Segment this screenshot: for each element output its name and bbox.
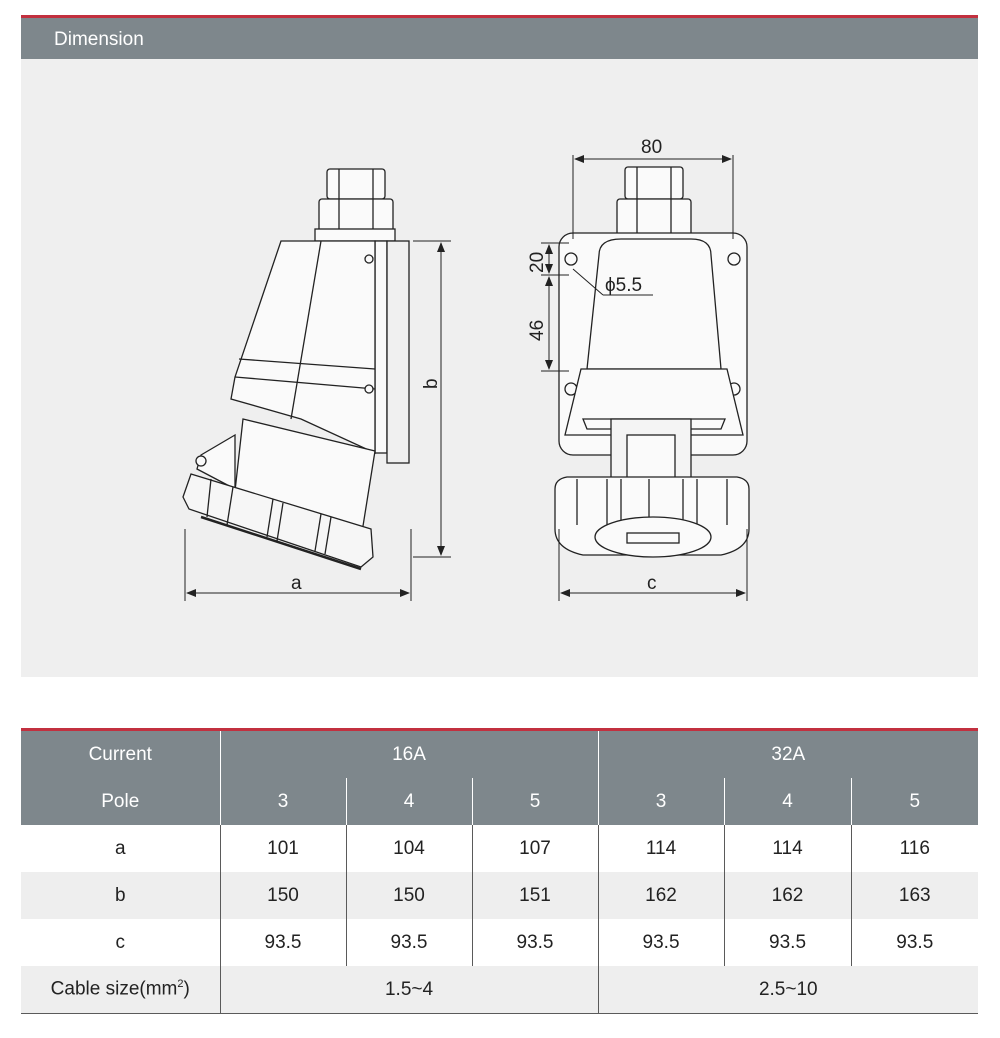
table-cell: 93.5 [598, 919, 724, 966]
dimension-table [21, 728, 978, 1014]
pole-cell: 5 [851, 778, 978, 825]
current-row [21, 730, 978, 779]
pole-cell: 4 [724, 778, 851, 825]
table-cell: 101 [220, 825, 346, 872]
side-gland-top [327, 169, 385, 199]
table-cell: 107 [472, 825, 598, 872]
pole-cell: 5 [472, 778, 598, 825]
dim-label-46: 46 [527, 319, 548, 341]
table-cell: 116 [851, 825, 978, 872]
table-cell: 150 [346, 872, 472, 919]
table-cell: 151 [472, 872, 598, 919]
dim-label-c: c [647, 573, 657, 594]
section-header [21, 15, 978, 59]
table-cell: 104 [346, 825, 472, 872]
dim-label-80: 80 [641, 137, 663, 158]
pole-cell: 3 [598, 778, 724, 825]
current-32a: 32A [598, 730, 978, 779]
pole-row [21, 778, 978, 825]
cable-size-16a: 1.5~4 [220, 966, 598, 1014]
pole-label: Pole [21, 778, 220, 825]
cable-size-label: Cable $size(mm^2)$ [21, 966, 220, 1014]
front-body [587, 239, 721, 369]
side-mount-plate [375, 241, 387, 453]
table-row [21, 872, 978, 919]
table-cell: 114 [598, 825, 724, 872]
table-row [21, 919, 978, 966]
front-hole-tl [565, 253, 577, 265]
table-cell: 93.5 [724, 919, 851, 966]
table-cell: 150 [220, 872, 346, 919]
table-cell: 162 [598, 872, 724, 919]
dim-label-20: 20 [527, 251, 548, 273]
dim-label-b: b [421, 378, 442, 389]
pole-cell: 4 [346, 778, 472, 825]
row-label: c [21, 919, 220, 966]
table-cell: 163 [851, 872, 978, 919]
section-title: Dimension [54, 29, 144, 50]
current-16a: 16A [220, 730, 598, 779]
table-cell: 162 [724, 872, 851, 919]
dimension-drawing [21, 59, 978, 677]
table-cell: 93.5 [220, 919, 346, 966]
pole-cell: 3 [220, 778, 346, 825]
side-view [183, 169, 409, 569]
row-label: a [21, 825, 220, 872]
front-hole-tr [728, 253, 740, 265]
dim-label-hole: ϕ5.5 [605, 275, 643, 296]
dim-label-a: a [291, 573, 302, 594]
cable-size-32a: 2.5~10 [598, 966, 978, 1014]
current-label: Current [21, 730, 220, 779]
table-cell: 114 [724, 825, 851, 872]
table-cell: 93.5 [346, 919, 472, 966]
front-view [555, 167, 749, 557]
table-cell: 93.5 [851, 919, 978, 966]
cable-size-row [21, 966, 978, 1014]
table-row [21, 825, 978, 872]
technical-drawing-svg [21, 59, 978, 677]
row-label: b [21, 872, 220, 919]
front-gland-top [625, 167, 683, 199]
table-cell: 93.5 [472, 919, 598, 966]
